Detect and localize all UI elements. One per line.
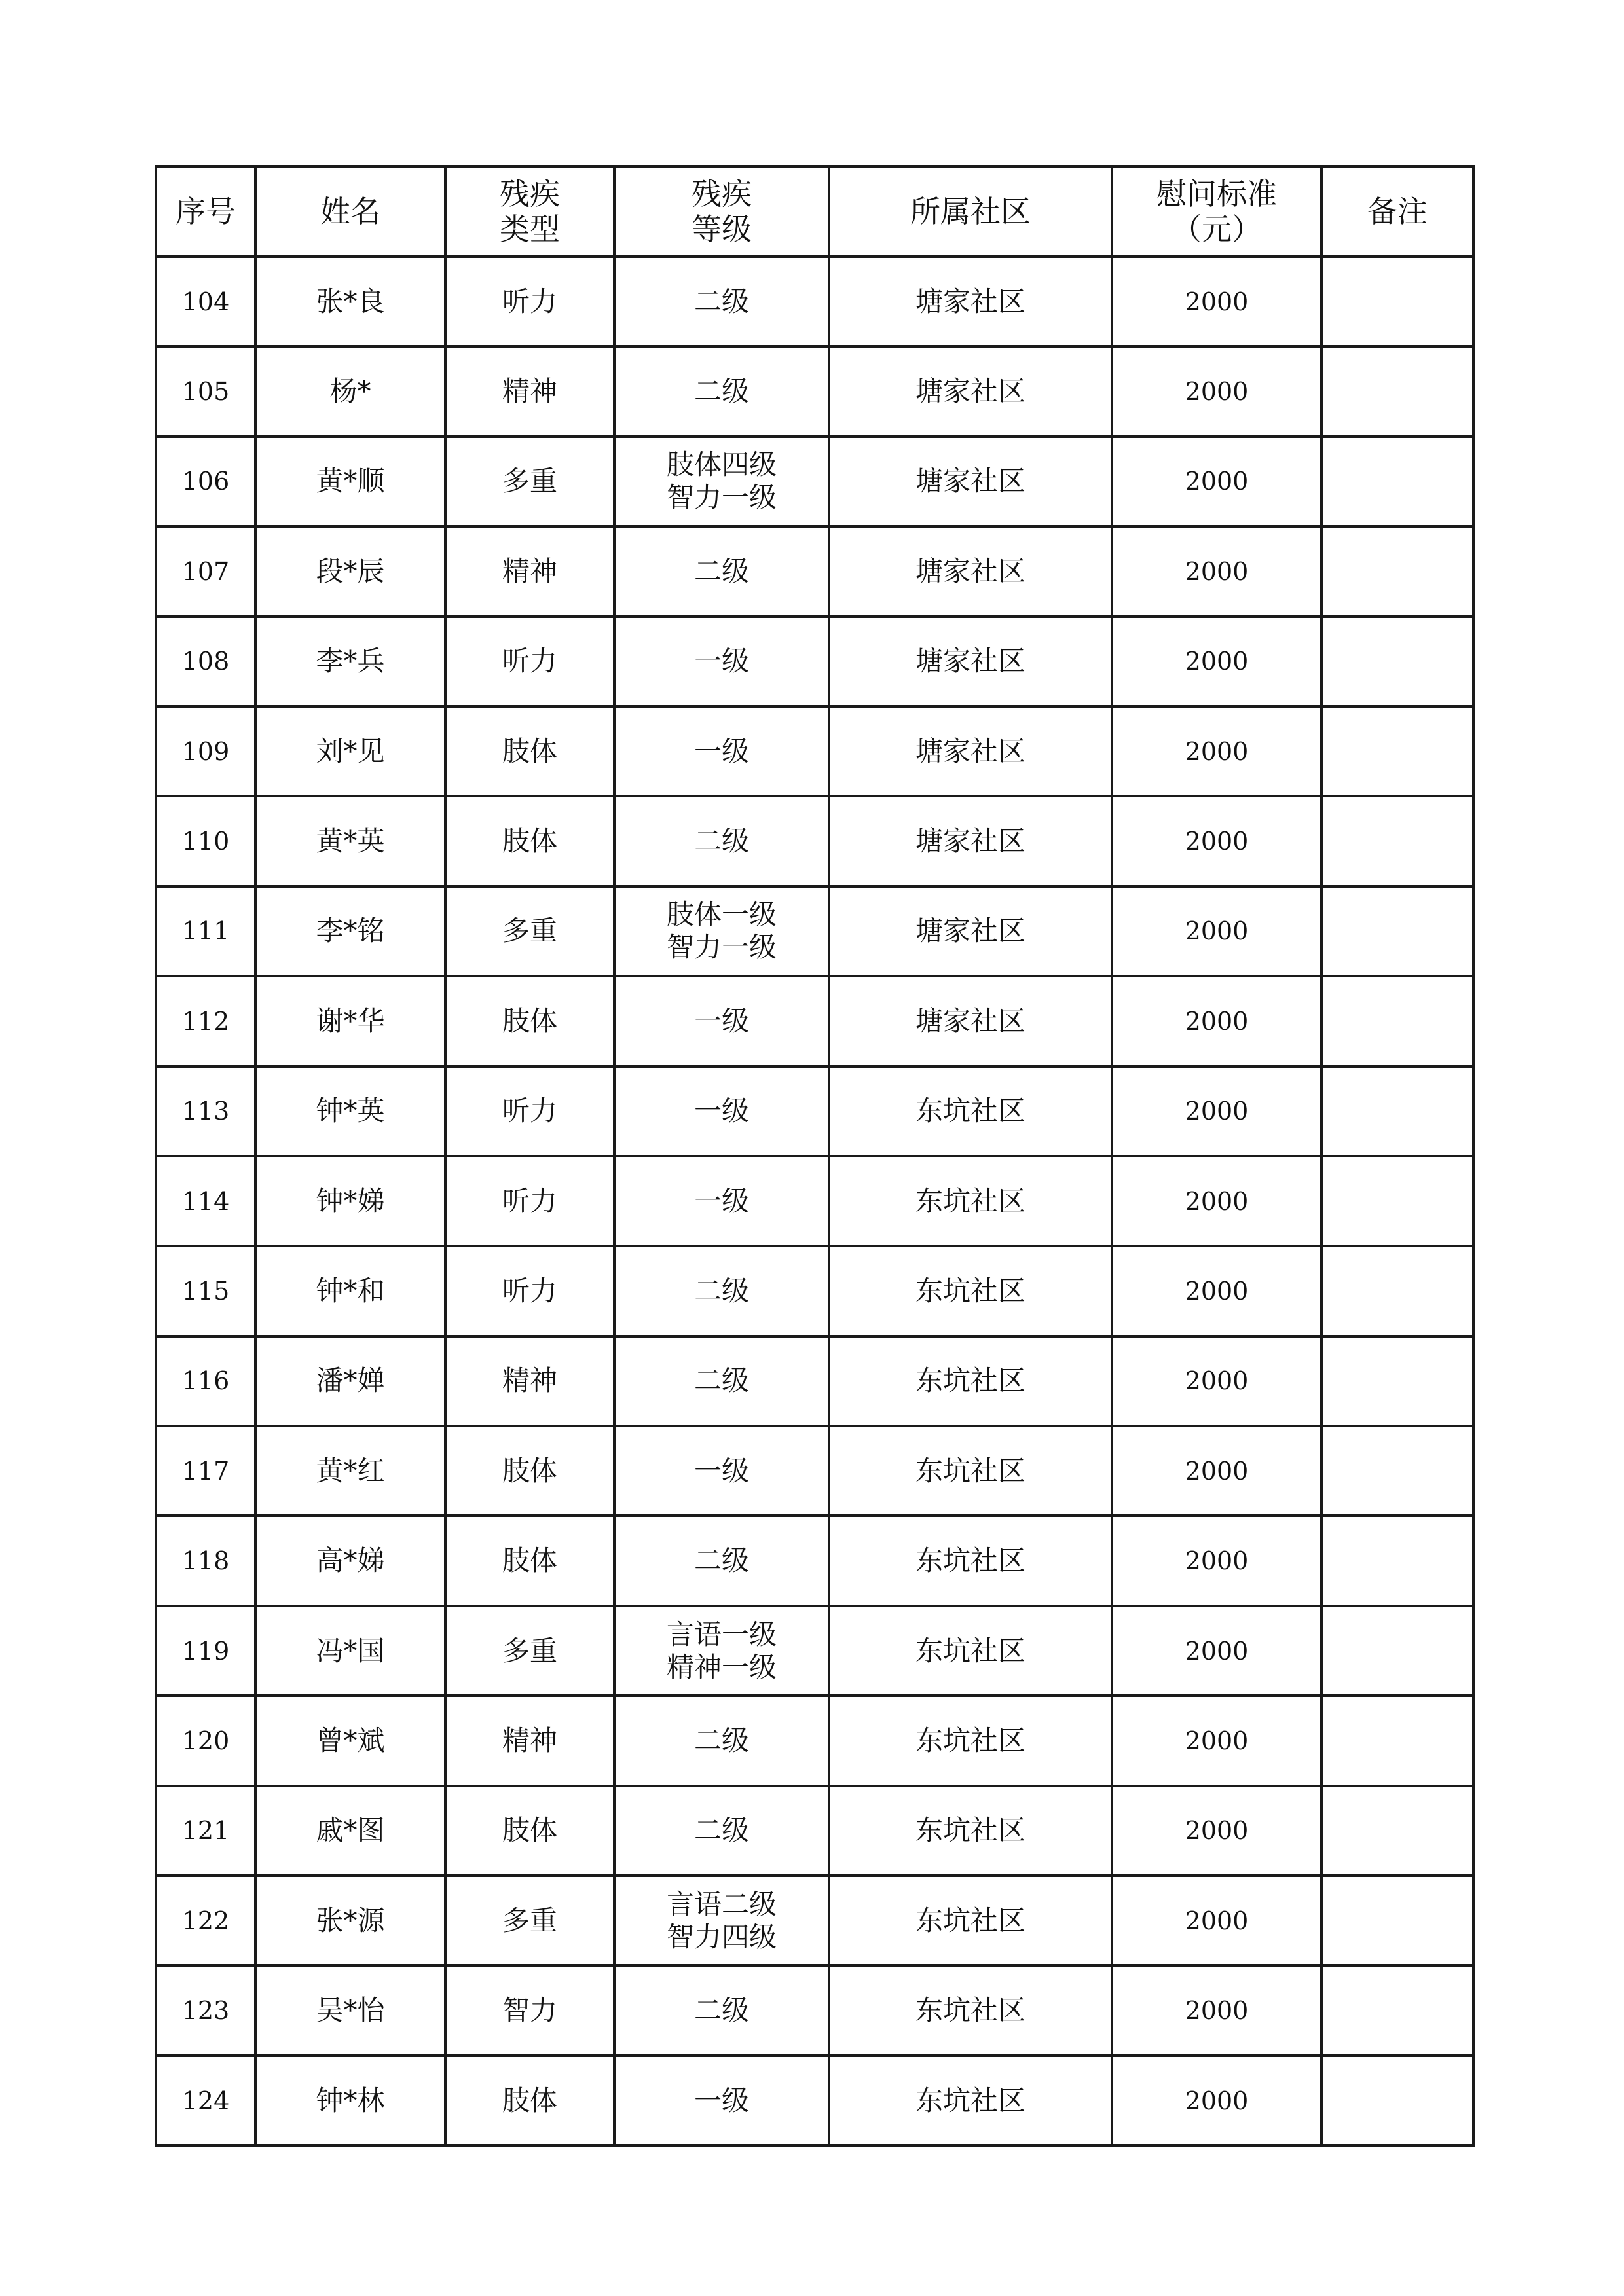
cell-remark [1321, 257, 1473, 346]
header-relief-standard-line2: （元） [1172, 211, 1262, 247]
cell-remark [1321, 1696, 1473, 1785]
cell-disability-grade [614, 1426, 829, 1516]
cell-name: 李*铭 [255, 886, 445, 976]
table-row [156, 1786, 1473, 1876]
cell-community: 塘家社区 [829, 346, 1112, 436]
cell-name: 吴*怡 [255, 1965, 445, 2055]
cell-community: 东坑社区 [829, 1965, 1112, 2055]
table-row [156, 1426, 1473, 1516]
cell-index: 112 [156, 976, 255, 1066]
cell-remark [1321, 437, 1473, 526]
cell-disability-type: 多重 [445, 1876, 614, 1965]
header-disability-type [445, 166, 614, 257]
cell-community: 塘家社区 [829, 617, 1112, 706]
grade-line: 一级 [693, 735, 749, 767]
cell-community: 东坑社区 [829, 1516, 1112, 1605]
header-relief-standard [1112, 166, 1321, 257]
cell-name: 潘*婵 [255, 1336, 445, 1426]
grade-line: 言语一级 [666, 1618, 777, 1650]
table-row [156, 257, 1473, 346]
table-row [156, 976, 1473, 1066]
cell-disability-type: 精神 [445, 346, 614, 436]
cell-disability-type: 肢体 [445, 1516, 614, 1605]
cell-community: 塘家社区 [829, 796, 1112, 886]
cell-community: 东坑社区 [829, 1336, 1112, 1426]
cell-relief-amount: 2000 [1112, 437, 1321, 526]
grade-line: 二级 [693, 375, 749, 408]
cell-disability-type: 肢体 [445, 976, 614, 1066]
cell-relief-amount: 2000 [1112, 1876, 1321, 1965]
table-row [156, 1336, 1473, 1426]
cell-community: 东坑社区 [829, 1066, 1112, 1156]
cell-disability-type: 智力 [445, 1965, 614, 2055]
table-row [156, 886, 1473, 976]
cell-relief-amount: 2000 [1112, 706, 1321, 796]
cell-community: 东坑社区 [829, 1246, 1112, 1336]
cell-disability-type: 多重 [445, 886, 614, 976]
cell-index: 106 [156, 437, 255, 526]
cell-remark [1321, 617, 1473, 706]
cell-community: 东坑社区 [829, 1606, 1112, 1696]
table-body [156, 257, 1473, 2145]
cell-name: 高*娣 [255, 1516, 445, 1605]
cell-relief-amount: 2000 [1112, 346, 1321, 436]
cell-remark [1321, 706, 1473, 796]
cell-disability-grade [614, 1066, 829, 1156]
table-row [156, 1246, 1473, 1336]
cell-disability-grade [614, 1786, 829, 1876]
cell-disability-grade [614, 526, 829, 616]
cell-disability-type: 听力 [445, 257, 614, 346]
header-community: 所属社区 [829, 166, 1112, 257]
cell-name: 钟*和 [255, 1246, 445, 1336]
table-row [156, 1156, 1473, 1246]
table-row [156, 1516, 1473, 1605]
cell-name: 杨* [255, 346, 445, 436]
table-row [156, 617, 1473, 706]
cell-name: 钟*林 [255, 2056, 445, 2145]
grade-line: 二级 [693, 1274, 749, 1307]
cell-community: 塘家社区 [829, 526, 1112, 616]
table-row [156, 2056, 1473, 2145]
grade-line: 一级 [693, 1095, 749, 1127]
grade-line: 智力一级 [666, 931, 777, 964]
cell-community: 塘家社区 [829, 976, 1112, 1066]
cell-relief-amount: 2000 [1112, 1156, 1321, 1246]
cell-disability-type: 听力 [445, 617, 614, 706]
cell-disability-grade [614, 706, 829, 796]
cell-disability-grade [614, 1696, 829, 1785]
cell-index: 110 [156, 796, 255, 886]
cell-disability-grade [614, 1246, 829, 1336]
cell-index: 104 [156, 257, 255, 346]
cell-relief-amount: 2000 [1112, 526, 1321, 616]
cell-relief-amount: 2000 [1112, 1066, 1321, 1156]
grade-line: 二级 [693, 285, 749, 318]
cell-name: 冯*国 [255, 1606, 445, 1696]
cell-remark [1321, 1246, 1473, 1336]
grade-line: 肢体四级 [666, 448, 777, 481]
table-row [156, 1066, 1473, 1156]
cell-disability-type: 肢体 [445, 1786, 614, 1876]
header-disability-type-line2: 类型 [500, 211, 560, 247]
cell-disability-type: 肢体 [445, 1426, 614, 1516]
cell-name: 曾*斌 [255, 1696, 445, 1785]
cell-disability-type: 听力 [445, 1246, 614, 1336]
cell-remark [1321, 796, 1473, 886]
table-row [156, 706, 1473, 796]
cell-name: 黄*英 [255, 796, 445, 886]
grade-line: 肢体一级 [666, 898, 777, 931]
grade-line: 智力四级 [666, 1920, 777, 1953]
header-index: 序号 [156, 166, 255, 257]
grade-line: 一级 [693, 1004, 749, 1037]
cell-remark [1321, 1606, 1473, 1696]
cell-name: 黄*顺 [255, 437, 445, 526]
cell-disability-grade [614, 1336, 829, 1426]
cell-disability-grade [614, 1516, 829, 1605]
cell-relief-amount: 2000 [1112, 1606, 1321, 1696]
cell-remark [1321, 1516, 1473, 1605]
cell-remark [1321, 1426, 1473, 1516]
grade-line: 二级 [693, 1724, 749, 1757]
cell-relief-amount: 2000 [1112, 257, 1321, 346]
cell-relief-amount: 2000 [1112, 976, 1321, 1066]
table-row [156, 1876, 1473, 1965]
cell-relief-amount: 2000 [1112, 1965, 1321, 2055]
cell-community: 东坑社区 [829, 1876, 1112, 1965]
cell-index: 107 [156, 526, 255, 616]
cell-community: 塘家社区 [829, 437, 1112, 526]
cell-remark [1321, 1965, 1473, 2055]
table-header-row [156, 166, 1473, 257]
cell-relief-amount: 2000 [1112, 1696, 1321, 1785]
grade-line: 二级 [693, 1814, 749, 1847]
grade-line: 二级 [693, 555, 749, 587]
cell-index: 114 [156, 1156, 255, 1246]
cell-remark [1321, 1066, 1473, 1156]
cell-community: 塘家社区 [829, 886, 1112, 976]
cell-name: 黄*红 [255, 1426, 445, 1516]
cell-relief-amount: 2000 [1112, 886, 1321, 976]
grade-line: 二级 [693, 1544, 749, 1577]
cell-community: 塘家社区 [829, 706, 1112, 796]
table-row [156, 346, 1473, 436]
cell-relief-amount: 2000 [1112, 1246, 1321, 1336]
grade-line: 二级 [693, 1994, 749, 2027]
grade-line: 精神一级 [666, 1650, 777, 1683]
header-disability-type-line1: 残疾 [500, 176, 560, 211]
cell-disability-grade [614, 796, 829, 886]
header-disability-grade-line1: 残疾 [692, 176, 752, 211]
cell-name: 谢*华 [255, 976, 445, 1066]
cell-community: 东坑社区 [829, 1156, 1112, 1246]
cell-disability-grade [614, 2056, 829, 2145]
header-relief-standard-line1: 慰问标准 [1156, 176, 1277, 211]
cell-disability-type: 听力 [445, 1066, 614, 1156]
cell-disability-type: 肢体 [445, 796, 614, 886]
cell-index: 120 [156, 1696, 255, 1785]
cell-index: 109 [156, 706, 255, 796]
grade-line: 二级 [693, 825, 749, 858]
cell-remark [1321, 346, 1473, 436]
cell-disability-grade [614, 1156, 829, 1246]
grade-line: 一级 [693, 645, 749, 678]
cell-name: 段*辰 [255, 526, 445, 616]
cell-relief-amount: 2000 [1112, 1336, 1321, 1426]
table-row [156, 1965, 1473, 2055]
grade-line: 智力一级 [666, 481, 777, 514]
cell-disability-grade [614, 257, 829, 346]
cell-name: 张*良 [255, 257, 445, 346]
cell-disability-type: 多重 [445, 437, 614, 526]
cell-name: 李*兵 [255, 617, 445, 706]
cell-remark [1321, 2056, 1473, 2145]
cell-index: 113 [156, 1066, 255, 1156]
grade-line: 一级 [693, 1454, 749, 1487]
cell-index: 124 [156, 2056, 255, 2145]
cell-disability-type: 精神 [445, 1696, 614, 1785]
cell-remark [1321, 1786, 1473, 1876]
cell-disability-grade [614, 1876, 829, 1965]
cell-disability-type: 肢体 [445, 2056, 614, 2145]
table-row [156, 526, 1473, 616]
cell-remark [1321, 1156, 1473, 1246]
cell-community: 东坑社区 [829, 1786, 1112, 1876]
cell-disability-type: 肢体 [445, 706, 614, 796]
cell-disability-type: 多重 [445, 1606, 614, 1696]
cell-index: 118 [156, 1516, 255, 1605]
cell-disability-grade [614, 1606, 829, 1696]
cell-disability-grade [614, 1965, 829, 2055]
cell-name: 钟*英 [255, 1066, 445, 1156]
grade-line: 一级 [693, 2084, 749, 2117]
cell-disability-grade [614, 617, 829, 706]
cell-relief-amount: 2000 [1112, 1786, 1321, 1876]
cell-disability-grade [614, 976, 829, 1066]
cell-relief-amount: 2000 [1112, 2056, 1321, 2145]
cell-name: 张*源 [255, 1876, 445, 1965]
header-name: 姓名 [255, 166, 445, 257]
table-row [156, 437, 1473, 526]
cell-remark [1321, 526, 1473, 616]
cell-disability-grade [614, 886, 829, 976]
cell-index: 121 [156, 1786, 255, 1876]
cell-remark [1321, 886, 1473, 976]
cell-index: 123 [156, 1965, 255, 2055]
cell-disability-type: 精神 [445, 1336, 614, 1426]
cell-name: 钟*娣 [255, 1156, 445, 1246]
header-remark: 备注 [1321, 166, 1473, 257]
cell-remark [1321, 976, 1473, 1066]
cell-disability-type: 听力 [445, 1156, 614, 1246]
grade-line: 一级 [693, 1184, 749, 1217]
cell-disability-type: 精神 [445, 526, 614, 616]
cell-community: 塘家社区 [829, 257, 1112, 346]
cell-name: 刘*见 [255, 706, 445, 796]
cell-name: 戚*图 [255, 1786, 445, 1876]
cell-index: 105 [156, 346, 255, 436]
cell-disability-grade [614, 437, 829, 526]
cell-community: 东坑社区 [829, 2056, 1112, 2145]
cell-index: 116 [156, 1336, 255, 1426]
cell-relief-amount: 2000 [1112, 1516, 1321, 1605]
cell-index: 108 [156, 617, 255, 706]
cell-remark [1321, 1336, 1473, 1426]
disability-relief-table [155, 165, 1475, 2147]
cell-relief-amount: 2000 [1112, 1426, 1321, 1516]
header-disability-grade-line2: 等级 [692, 211, 752, 247]
cell-index: 111 [156, 886, 255, 976]
cell-index: 117 [156, 1426, 255, 1516]
cell-community: 东坑社区 [829, 1696, 1112, 1785]
cell-index: 119 [156, 1606, 255, 1696]
table-row [156, 1606, 1473, 1696]
grade-line: 二级 [693, 1364, 749, 1397]
cell-relief-amount: 2000 [1112, 617, 1321, 706]
header-disability-grade [614, 166, 829, 257]
table-row [156, 796, 1473, 886]
grade-line: 言语二级 [666, 1887, 777, 1920]
cell-relief-amount: 2000 [1112, 796, 1321, 886]
cell-index: 115 [156, 1246, 255, 1336]
table-row [156, 1696, 1473, 1785]
cell-index: 122 [156, 1876, 255, 1965]
cell-disability-grade [614, 346, 829, 436]
cell-remark [1321, 1876, 1473, 1965]
cell-community: 东坑社区 [829, 1426, 1112, 1516]
